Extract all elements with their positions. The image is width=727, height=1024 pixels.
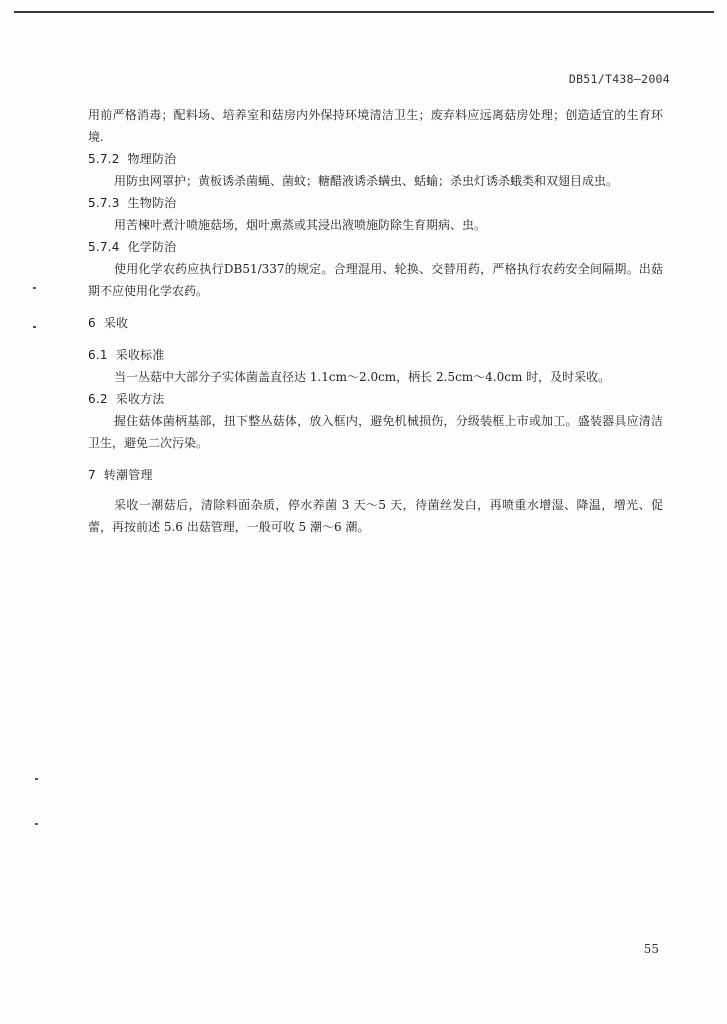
paragraph-5-7-3: 用苦楝叶煮汁喷施菇场，烟叶熏蒸或其浸出液喷施防除生育期病、虫。 xyxy=(114,218,487,232)
page-number: 55 xyxy=(643,942,659,956)
section-title: 生物防治 xyxy=(127,196,177,210)
paragraph-5-7-2: 用防虫网罩护；黄板诱杀菌蝇、菌蚊；糖醋液诱杀螨虫、蛞蝓；杀虫灯诱杀蛾类和双翅目成虫。 xyxy=(114,174,619,188)
section-number: 7 xyxy=(88,468,96,482)
document-code: DB51/T438—2004 xyxy=(568,72,670,86)
heading-6 xyxy=(88,312,663,334)
section-number: 5.7.4 xyxy=(88,240,120,254)
section-number: 5.7.2 xyxy=(88,152,120,166)
top-rule xyxy=(14,11,714,13)
paragraph-6-2: 握住菇体菌柄基部，扭下整丛菇体，放入框内，避免机械损伤，分级装框上市或加工。盛装器具应清洁卫生，避免二次污染。 xyxy=(88,414,663,450)
section-number: 6.1 xyxy=(88,348,108,362)
heading-5-7-4 xyxy=(88,236,663,258)
section-title: 采收标准 xyxy=(115,348,165,362)
scan-speck xyxy=(35,778,38,780)
heading-7 xyxy=(88,464,663,486)
heading-6-2 xyxy=(88,388,663,410)
section-number: 6.2 xyxy=(88,392,108,406)
heading-5-7-3 xyxy=(88,192,663,214)
section-title: 转潮管理 xyxy=(103,468,153,482)
heading-6-1 xyxy=(88,344,663,366)
section-title: 物理防治 xyxy=(127,152,177,166)
section-number: 5.7.3 xyxy=(88,196,120,210)
section-title: 采收 xyxy=(103,316,129,330)
heading-5-7-2 xyxy=(88,148,663,170)
document-body xyxy=(88,104,663,538)
paragraph-6-1: 当一丛菇中大部分子实体菌盖直径达 1.1cm～2.0cm，柄长 2.5cm～4.0cm 时，及时采收。 xyxy=(114,370,611,384)
paragraph-5-7-4: 使用化学农药应执行DB51/337的规定。合理混用、轮换、交替用药，严格执行农药安全间隔期。出菇期不应使用化学农药。 xyxy=(88,262,663,298)
scan-speck xyxy=(33,326,36,328)
intro-paragraph: 用前严格消毒；配料场、培养室和菇房内外保持环境清洁卫生；废弃料应远离菇房处理；创造适宜的生育环境. xyxy=(88,108,663,144)
section-title: 化学防治 xyxy=(127,240,177,254)
section-number: 6 xyxy=(88,316,96,330)
paragraph-7: 采收一潮菇后，清除料面杂质，停水养菌 3 天～5 天，待菌丝发白，再喷重水增湿、降温，增光、促蕾，再按前述 5.6 出菇管理，一般可收 5 潮～6 潮。 xyxy=(88,498,663,534)
scan-speck xyxy=(33,287,36,289)
scan-speck xyxy=(35,823,38,825)
section-title: 采收方法 xyxy=(115,392,165,406)
